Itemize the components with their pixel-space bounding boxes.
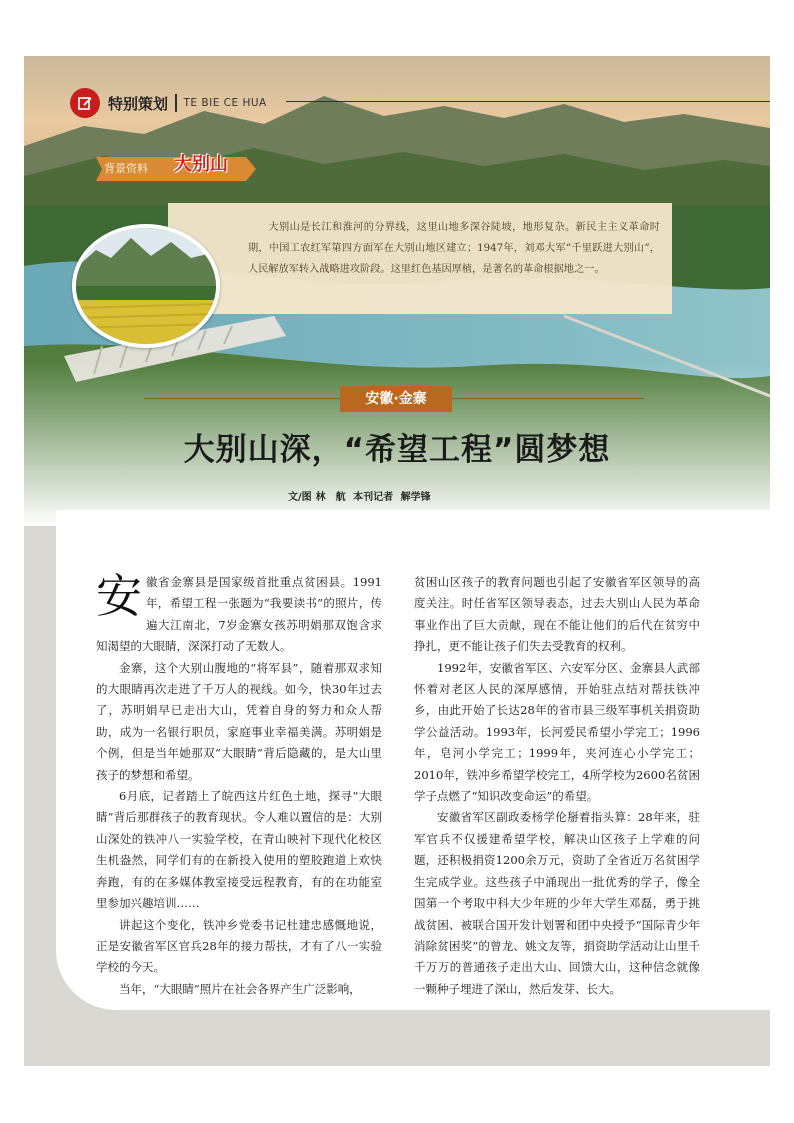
byline-author-2: 解学锋 (400, 492, 431, 503)
location-badge: 安徽·金寨 (340, 386, 452, 412)
header-divider (175, 94, 177, 112)
background-tab-label: 背景资料 (104, 162, 148, 175)
paragraph: 金寨，这个大别山腹地的“将军县”，随着那双求知的大眼睛再次走进了千万人的视线。如今，快30年过去了，苏明娟早已走出大山，凭着自身的努力和众人帮助，成为一名银行职员，家庭事业幸福美满。苏明娟是个例，但是当年她那双“大眼睛”背后隐藏的，是大山里孩子的梦想和希望。 (96, 660, 382, 782)
article-title: 大别山深，“希望工程”圆梦想 (183, 432, 611, 468)
paragraph: 当年，“大眼睛”照片在社会各界产生广泛影响， (119, 981, 361, 996)
background-info-text: 大别山是长江和淮河的分界线，这里山地多深谷陡坡，地形复杂。新民主主义革命时期，中国工农红军第四方面军在大别山地区建立；1947年，刘邓大军“千里跃进大别山”，人民解放军转入战略进攻阶段。这里红色基因厚植，是著名的革命根据地之一。 (248, 222, 660, 275)
drop-cap: 安 (96, 569, 142, 623)
section-pinyin: TE BIE CE HUA (183, 97, 267, 109)
paragraph: 讲起这个变化，铁冲乡党委书记杜建忠感慨地说，正是安徽省军区官兵28年的接力帮扶，才有了八一实验学校的今天。 (96, 917, 382, 975)
byline-role: 本刊记者 (353, 492, 394, 503)
paragraph: 6月底，记者踏上了皖西这片红色土地，探寻“大眼睛”背后那群孩子的教育现状。令人难以置信的是：大别山深处的铁冲八一实验学校，在青山映衬下现代化校区生机盎然，同学们有的在新投入使用的塑胶跑道上欢快奔跑，有的在多媒体教室接受远程教育，有的在功能室里参加兴趣培训…… (96, 789, 382, 911)
background-tab-title: 大别山 (174, 154, 228, 175)
byline-author-1: 林 航 (315, 492, 346, 503)
byline-prefix: 文/图 (288, 492, 312, 503)
section-header (70, 88, 267, 118)
article-column-1 (96, 569, 382, 1000)
header-rule (286, 101, 770, 102)
paragraph: 1992年，安徽省军区、六安军分区、金寨县人武部怀着对老区人民的深厚感情，开始驻点结对帮扶铁冲乡，由此开始了长达28年的省市县三级军事机关捐资助学公益活动。1993年，长河爱民希望小学完工；1996年，皂河小学完工；1999年，夹河连心小学完工；2010年，铁冲乡希望学校完工，4所学校为2600名贫困学子点燃了“知识改变命运”的希望。 (414, 660, 700, 804)
paragraph-text: 徽省金寨县是国家级首批重点贫困县。1991年，希望工程一张题为“我要读书”的照片，传遍大江南北，7岁金寨女孩苏明娟那双饱含求知渴望的大眼睛，深深打动了无数人。 (96, 575, 382, 654)
byline (288, 488, 538, 503)
mountain-field-photo (72, 224, 220, 348)
section-title: 特别策划 (108, 94, 169, 113)
paragraph: 贫困山区孩子的教育问题也引起了安徽省军区领导的高度关注。时任省军区领导表态，过去大别山人民为革命事业作出了巨大贡献，现在不能让他们的后代在贫穷中挣扎，更不能让孩子们失去受教育的权利。 (414, 575, 700, 654)
paragraph: 安徽省军区副政委杨学伦掰着指头算：28年来，驻军官兵不仅援建希望学校，解决山区孩子上学难的问题，还积极捐资1200余万元，资助了全省近万名贫困学生完成学业。这些孩子中涌现出一批优秀的学子，像全国第一个考取中科大少年班的少年大学生邓磊，勇于挑战贫困、被联合国开发计划署和团中央授予“国际青少年消除贫困奖”的曾龙、姚文友等，捐资助学活动让山里千千万万的普通孩子走出大山、回馈大山，这种信念就像一颗种子埋进了深山，然后发芽、长大。 (414, 810, 700, 996)
article-column-2 (414, 572, 700, 1000)
pen-edit-icon (70, 88, 100, 118)
paragraph (96, 569, 382, 658)
